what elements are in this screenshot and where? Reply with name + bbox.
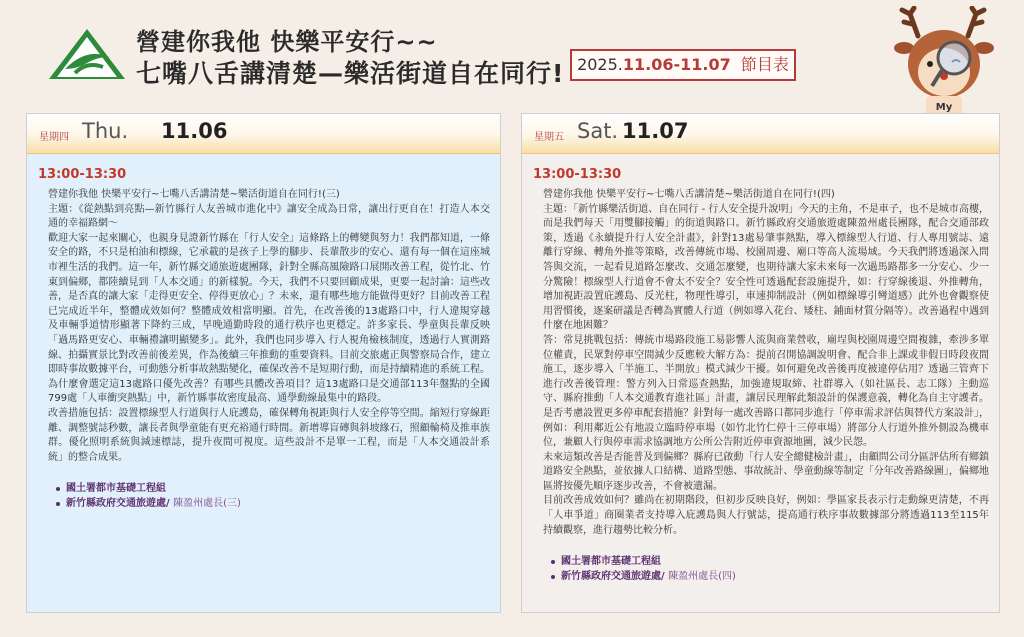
- organization-logo-icon: [47, 27, 127, 81]
- credit-org: 國土署都市基礎工程組: [66, 483, 166, 495]
- deer-mascot-magnifier-icon: [888, 6, 1000, 116]
- title-line-2: 七嘴八舌講清楚—樂活街道自在同行!: [136, 59, 565, 88]
- page-header: [0, 0, 1024, 113]
- credit-item: [56, 481, 490, 496]
- credit-item: 新竹縣政府交通旅遊處/ 陳盈州處長(四): [551, 569, 989, 584]
- program-paragraph: 主題：「新竹縣樂活街道、自在同行 - 行人安全提升說明」今天的主角，不是車子，也不是城市高樓，而是我們每天「用雙腳接觸」的街道與路口。新竹縣政府交通旅遊處陳盈州處長團隊，配合交通部政策，透過《永續提升行人安全計畫》，針對13處易肇事熱點，導入標線型人行道、行人專用號誌、遠離行穿線、轉角外推等策略，改善傳統市場、校園周邊、廟口等高人流場域。今天我們將透過深入問答與交流，一起看見道路怎麼改、交通怎麼變，也期待讓大家未來每一次過馬路都多一分安心、少一分驚險！標線型人行道會不會太不安全？安全性可透過配套設施提升，如：行穿線後退、外推轉角，增加視距設置庇護島、反光柱，物理性導引，車速抑制設計（例如標線導引彎道感）此外也會觀察使用習慣後，逐案研議是否轉為實體人行道（例如導入花台、矮柱、鋪面材質分隔等）。改善過程中遇到什麼在地困難？: [543, 203, 989, 332]
- day-date: 11.07: [622, 119, 689, 143]
- weekday-en: Thu.: [82, 119, 129, 143]
- weekday-cn: 星期五: [534, 132, 564, 143]
- day-date: 11.06: [161, 119, 228, 143]
- credit-item: [551, 554, 989, 569]
- program-paragraph: 改善措施包括：設置標線型人行道與行人庇護島，確保轉角視距與行人安全停等空間。縮短行穿線距離、調整號誌秒數，讓長者與學童能有更充裕通行時間。新增導盲磚與斜坡緣石，照顧輪椅及推車族群。優化照明系統與減速標誌，提升夜間可視度。這些設計不是單一工程，而是「人本交通設計系統」的整合成果。: [48, 407, 490, 463]
- program-body: [27, 154, 500, 511]
- day-panel-fri: [521, 113, 1000, 613]
- time-slot: 13:00-13:30: [533, 167, 622, 182]
- credit-person: 陳盈州處長(三): [173, 498, 241, 510]
- program-paragraph: 目前改善成效如何？雖尚在初期階段，但初步反映良好，例如：學區家長表示行走動線更清楚，不再「人車爭道」商圈業者支持導入庇護島與人行號誌，提高通行秩序事故數據部分將透過113至115年持續觀察，進行趨勢比較分析。: [543, 495, 989, 536]
- program-paragraph: 營建你我他 快樂平安行~七嘴八舌講清楚~樂活街道自在同行!(三): [48, 189, 340, 200]
- program-paragraph: 主題：《從熱點到亮點—新竹縣行人友善城市進化中》讓安全成為日常，讓出行更自在！打造人本交通的幸福路網～: [48, 203, 490, 230]
- credit-person: 陳盈州處長(四): [668, 571, 736, 583]
- schedule-label: 節目表: [740, 55, 789, 74]
- credit-org: 新竹縣政府交通旅遊處: [66, 498, 166, 510]
- program-paragraph: 歡迎大家一起來關心，也親身見證新竹縣在「行人安全」這條路上的轉變與努力！我們都知道，一條安全的路，不只是柏油和標線，它承載的是孩子上學的腳步、長輩散步的安心、還有每一個在這座城市裡生活的我們。這一年，新竹縣交通旅遊處團隊，針對全縣高風險路口展開改善工程，從竹北、竹東到偏鄉，都陸續見到「人本交通」的新樣貌。今天，我們不只要回顧成果，更要一起討論：這些改善，是否真的讓大家「走得更安全、停得更放心」？未來，還有哪些地方能做得更好？目前改善工程已完成近半年，整體成效如何？整體成效相當明顯。首先，在改善後的13處路口中，行人違規穿越及車輛爭道情形顯著下降約三成，早晚通勤時段的通行秩序也更穩定。許多家長、學童與長輩反映「過馬路更安心、車輛禮讓明顯變多」。此外，我們也同步導入 行人視角檢核制度，透過行人實測路線、拍攝實景比對改善前後差異，作為後續三年推動的重要資料。目前交旅處正與警察局合作，建立即時事故數據平台，可動態分析事故熱點變化，確保改善不是短期行動，而是持續精進的系統工程。為什麼會選定這13處路口優先改善？有哪些具體改善項目？這13處路口是交通部113年盤點的全國799處「人車衝突熱點」中，新竹縣事故密度最高、通學動線最集中的路段。: [48, 232, 490, 405]
- program-body: [522, 154, 999, 584]
- credits-list: [38, 481, 490, 511]
- weekday-cn: 星期四: [39, 132, 69, 143]
- program-paragraph: 未來這類改善是否能普及到偏鄉？縣府已啟動「行人安全總健檢計畫」，由顧問公司分區評估所有鄉鎮道路安全熱點，並依據人口結構、道路型態、事故統計、學童動線等制定「分年改善路線圖」，偏鄉地區將按優先順序逐步改善，不會被遺漏。: [543, 451, 989, 492]
- program-paragraph: 答：常見挑戰包括：傳統市場路段施工易影響人流與商業營收，廟埕與校園周邊空間複雜，牽涉多單位權責，民眾對停車空間減少反應較大解方為：提前召開協調說明會、配合非上課或非假日時段夜間施工，逐步導入「半施工、半開放」模式減少干擾。如何避免改善後再度被違停佔用？透過三管齊下進行改善後管理：警方列入日常巡查熱點，加強違規取締、社群導入（如社區長、志工隊）主動巡守、縣府推動「人本交通教育進社區」計畫，讓居民理解此類設計的保護意義，轉化為自主守護者。是否考慮設置更多停車配套措施？針對每一處改善路口都同步進行「停車需求評估與替代方案設計」，例如：利用鄰近公有地設立臨時停車場（如竹北竹仁停十三停車場）將部分人行道外推外側設為機車位，兼顧人行與停車需求協調地方公所公告附近停車資源地圖，減少民怨。: [543, 334, 989, 449]
- date-year: 2025.: [577, 55, 623, 74]
- date-range: 11.06-11.07: [622, 55, 731, 74]
- credit-item: 新竹縣政府交通旅遊處/ 陳盈州處長(三): [56, 496, 490, 511]
- time-slot: 13:00-13:30: [38, 167, 127, 182]
- program-paragraph: 營建你我他 快樂平安行~七嘴八舌講清楚~樂活街道自在同行!(四): [543, 189, 835, 200]
- credit-org: 新竹縣政府交通旅遊處: [561, 571, 661, 583]
- credit-org: 國土署都市基礎工程組: [561, 556, 661, 568]
- schedule-date-badge: [570, 49, 796, 81]
- credits-list: [533, 554, 989, 584]
- weekday-en: Sat.: [577, 119, 619, 143]
- title-line-1: 營建你我他 快樂平安行~~: [136, 28, 438, 56]
- svg-text:My: My: [935, 102, 953, 113]
- day-panel-thu: [26, 113, 501, 613]
- day-header: [27, 114, 500, 154]
- day-header: [522, 114, 999, 154]
